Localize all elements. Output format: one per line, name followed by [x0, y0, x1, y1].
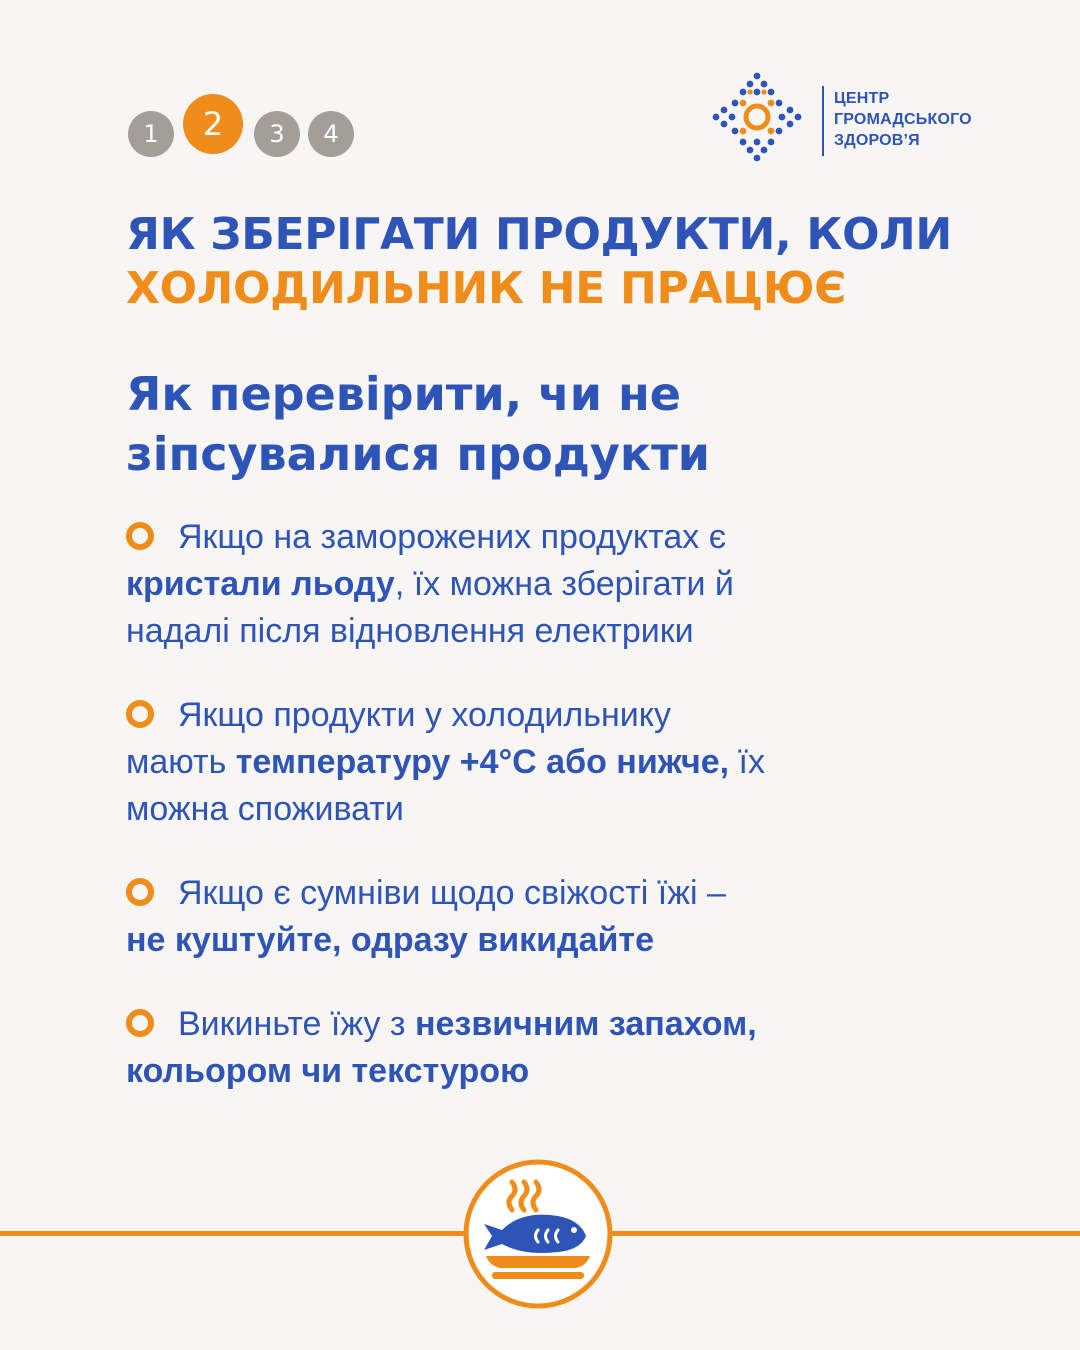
hot-fish-dish-icon: [462, 1158, 614, 1310]
page-indicator: [128, 90, 368, 160]
tip-4-text: Викиньте їжу з: [178, 1005, 415, 1043]
tip-2-highlight: температуру +4°C або нижче,: [235, 743, 730, 781]
section-heading: [126, 364, 926, 484]
dotted-cross-logo-icon: [710, 70, 810, 170]
logo-line-3: ЗДОРОВ’Я: [834, 132, 920, 149]
logo-text: [834, 88, 972, 151]
tip-2-text: Якщо продукти у холодильнику: [178, 696, 671, 734]
list-item: [126, 692, 765, 833]
tip-1-highlight: кристали льоду: [126, 565, 395, 603]
list-item: [126, 514, 734, 655]
tip-2-text-cont: мають: [126, 743, 236, 781]
tip-3-highlight: не куштуйте, одразу викидайте: [126, 921, 654, 959]
orange-ring-icon: [126, 522, 154, 550]
tip-2-text-tail: їх: [729, 743, 765, 781]
page-indicator-2-current[interactable]: 2: [183, 94, 243, 154]
tip-4-highlight-cont: кольором чи текстурою: [126, 1052, 530, 1090]
page-title-line-1: ЯК ЗБЕРІГАТИ ПРОДУКТИ, КОЛИ: [126, 209, 952, 260]
page-indicator-3[interactable]: 3: [254, 111, 300, 157]
logo-line-2: ГРОМАДСЬКОГО: [834, 111, 972, 128]
orange-ring-icon: [126, 878, 154, 906]
page-indicator-4[interactable]: 4: [308, 111, 354, 157]
orange-ring-icon: [126, 1009, 154, 1037]
section-heading-line-2: зіпсувалися продукти: [126, 427, 710, 481]
page-indicator-1[interactable]: 1: [128, 111, 174, 157]
section-heading-line-1: Як перевірити, чи не: [126, 367, 681, 421]
food-badge: [462, 1158, 614, 1310]
tip-1-text-cont: , їх можна зберігати й: [394, 565, 734, 603]
logo-line-1: ЦЕНТР: [834, 90, 890, 107]
tip-4-highlight: незвичним запахом,: [414, 1005, 757, 1043]
tip-3-text: Якщо є сумніви щодо свіжості їжі –: [178, 874, 726, 912]
page-title: [126, 208, 1026, 316]
orange-ring-icon: [126, 700, 154, 728]
tip-1-text-end: надалі після відновлення електрики: [126, 612, 694, 650]
tip-2-text-end: можна споживати: [126, 790, 404, 828]
logo-divider: [822, 86, 824, 156]
tip-1-text: Якщо на заморожених продуктах є: [178, 518, 727, 556]
list-item: [126, 1001, 757, 1095]
list-item: [126, 870, 726, 964]
public-health-center-logo: [710, 70, 990, 170]
page-title-line-2: ХОЛОДИЛЬНИК НЕ ПРАЦЮЄ: [126, 263, 847, 314]
